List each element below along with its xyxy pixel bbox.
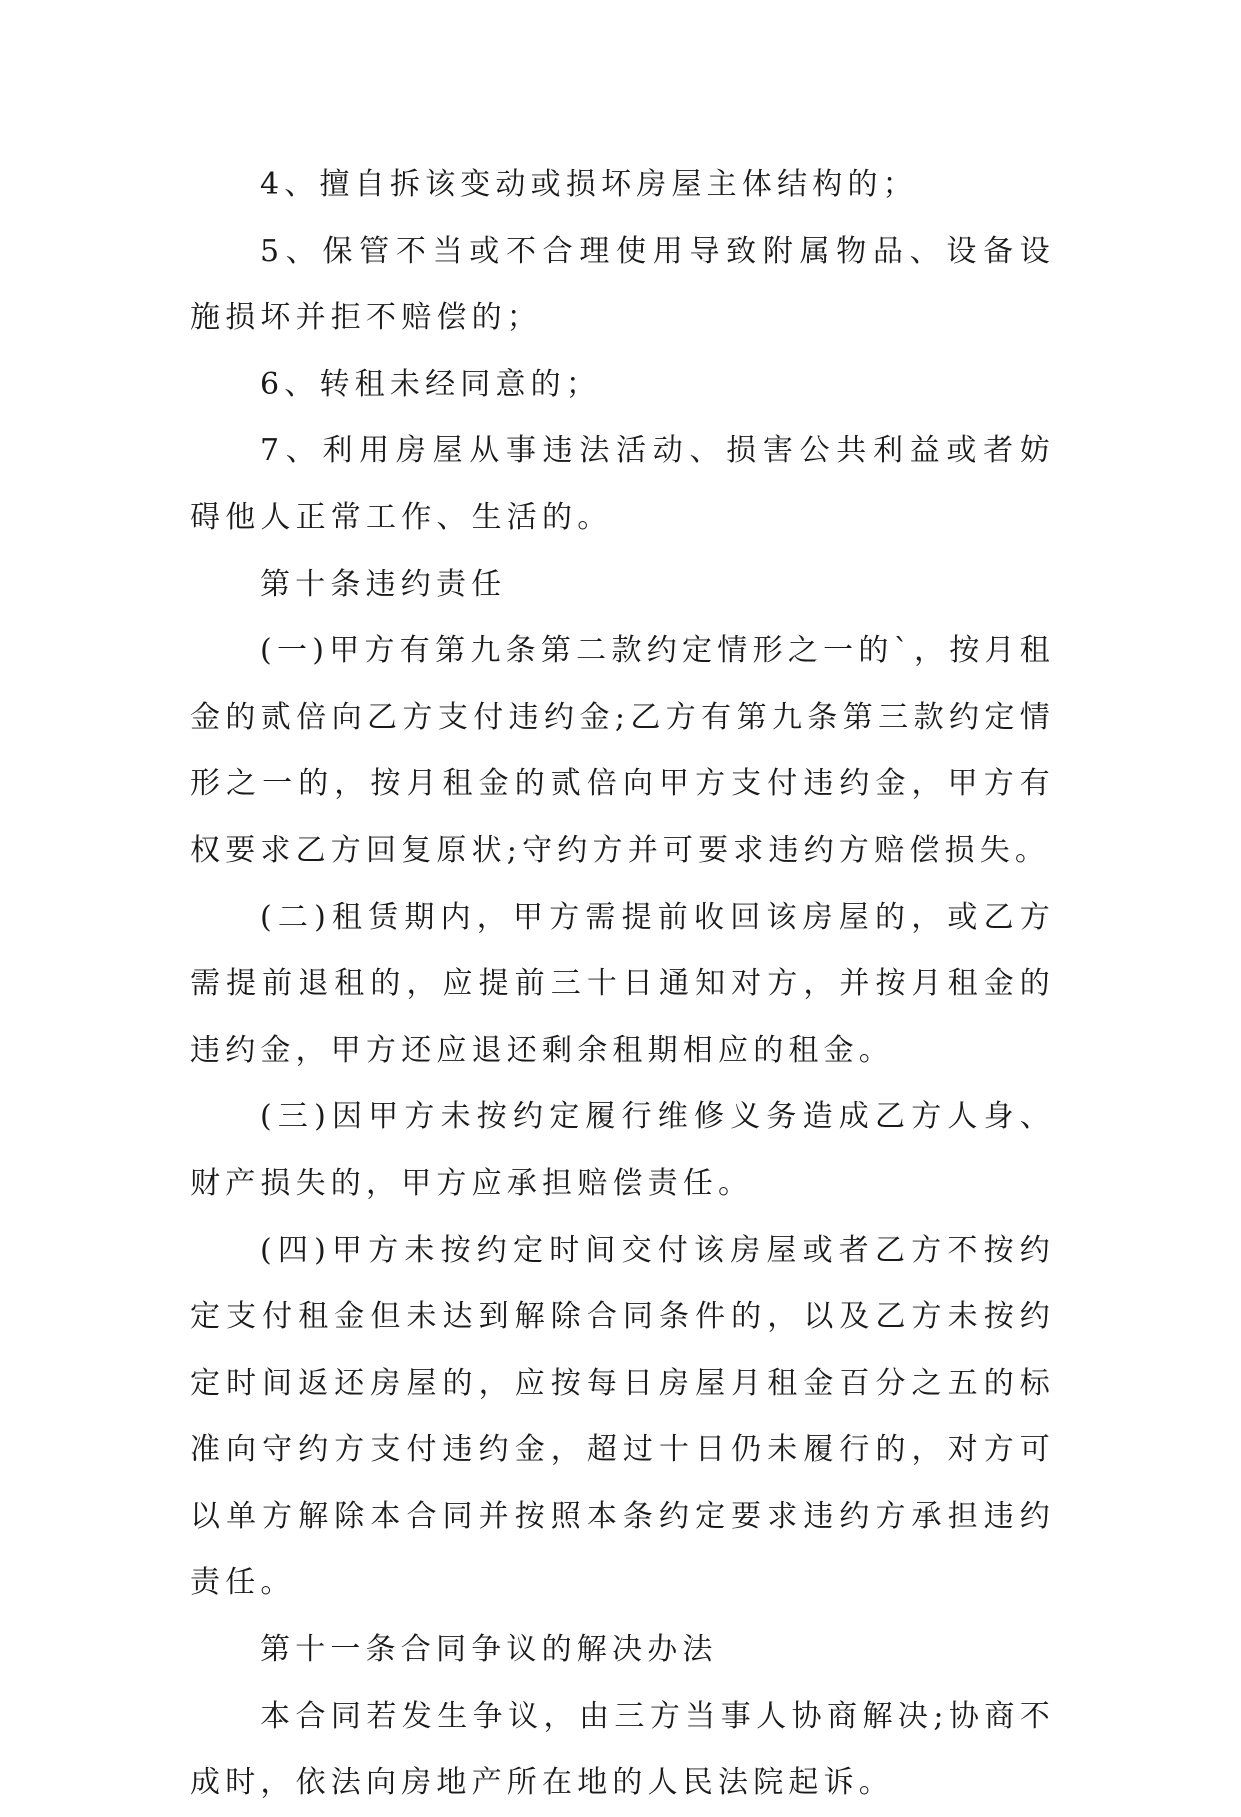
article-10-paragraph-4: (四)甲方未按约定时间交付该房屋或者乙方不按约定支付租金但未达到解除合同条件的，以及乙方未按约定时间返还房屋的，应按每日房屋月租金百分之五的标准向守约方支付违约金，超过十日仍未履行的，对方可以单方解除本合同并按照本条约定要求违约方承担违约责任。 <box>190 1232 1055 1601</box>
article-10-paragraph-3: (三)因甲方未按约定履行维修义务造成乙方人身、财产损失的，甲方应承担赔偿责任。 <box>190 1099 1055 1201</box>
clause-item-5: 5、保管不当或不合理使用导致附属物品、设备设施损坏并拒不赔偿的； <box>190 233 1055 336</box>
article-10-paragraph-1: (一)甲方有第九条第二款约定情形之一的`，按月租金的贰倍向乙方支付违约金;乙方有第九条第三款约定情形之一的，按月租金的贰倍向甲方支付违约金，甲方有权要求乙方回复原状;守约方并可要求违约方赔偿损失。 <box>190 633 1055 868</box>
article-10-paragraph-2: (二)租赁期内，甲方需提前收回该房屋的，或乙方需提前退租的，应提前三十日通知对方，并按月租金的违约金，甲方还应退还剩余租期相应的租金。 <box>190 899 1055 1068</box>
clause-item-4: 4、擅自拆该变动或损坏房屋主体结构的； <box>260 167 918 202</box>
clause-item-7: 7、利用房屋从事违法活动、损害公共利益或者妨碍他人正常工作、生活的。 <box>190 433 1055 535</box>
document-body <box>190 152 1055 1817</box>
article-11-paragraph-1: 本合同若发生争议，由三方当事人协商解决;协商不成时，依法向房地产所在地的人民法院起诉。 <box>190 1698 1055 1801</box>
clause-item-6: 6、转租未经同意的； <box>260 366 602 402</box>
section-heading-article-11: 第十一条合同争议的解决办法 <box>260 1632 718 1668</box>
section-heading-article-10: 第十条违约责任 <box>260 566 507 602</box>
